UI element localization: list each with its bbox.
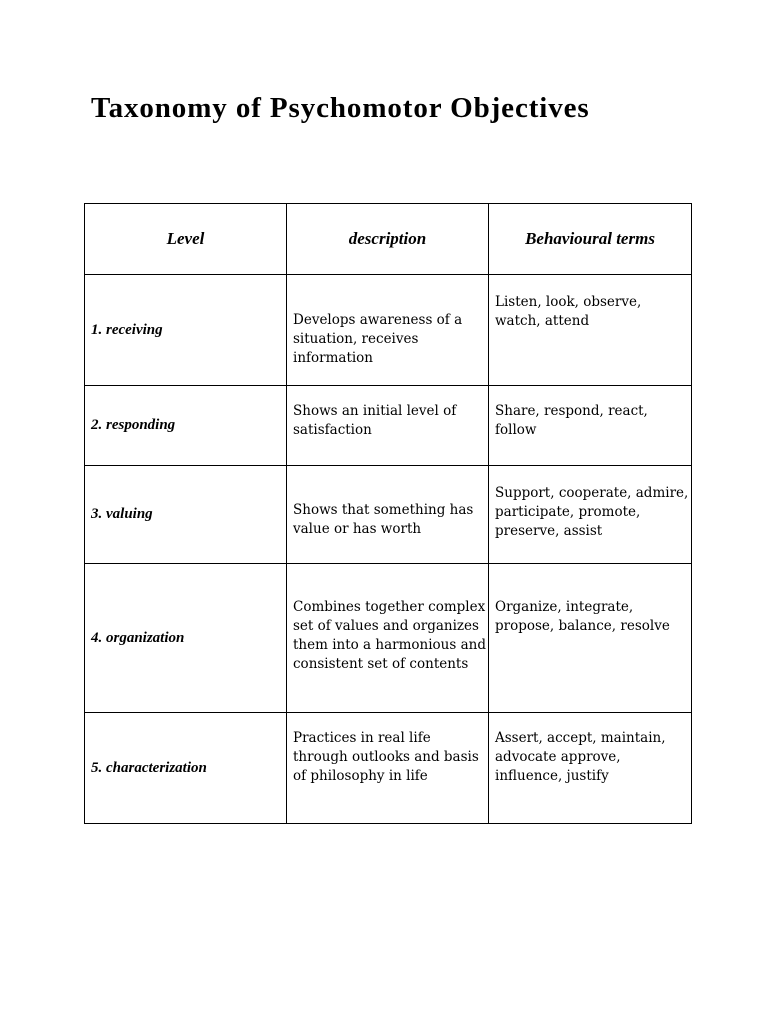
level-cell: 1. receiving bbox=[85, 275, 287, 386]
header-behavioural-terms: Behavioural terms bbox=[489, 204, 692, 275]
page-title: Taxonomy of Psychomotor Objectives bbox=[91, 92, 590, 124]
table-row bbox=[85, 275, 692, 386]
table-row bbox=[85, 713, 692, 824]
description-cell: Combines together complex set of values and organizes them into a harmonious and consistent set of contents bbox=[287, 564, 489, 713]
terms-cell: Organize, integrate, propose, balance, resolve bbox=[489, 564, 692, 713]
header-description: description bbox=[287, 204, 489, 275]
table-row bbox=[85, 466, 692, 564]
table-row bbox=[85, 564, 692, 713]
table-row bbox=[85, 386, 692, 466]
table-header-row bbox=[85, 204, 692, 275]
description-cell: Develops awareness of a situation, receives information bbox=[287, 275, 489, 386]
terms-cell: Listen, look, observe, watch, attend bbox=[489, 275, 692, 386]
terms-cell: Share, respond, react, follow bbox=[489, 386, 692, 466]
level-cell: 5. characterization bbox=[85, 713, 287, 824]
taxonomy-table bbox=[84, 203, 692, 824]
level-cell: 3. valuing bbox=[85, 466, 287, 564]
description-cell: Practices in real life through outlooks and basis of philosophy in life bbox=[287, 713, 489, 824]
level-cell: 4. organization bbox=[85, 564, 287, 713]
description-cell: Shows an initial level of satisfaction bbox=[287, 386, 489, 466]
terms-cell: Support, cooperate, admire, participate, promote, preserve, assist bbox=[489, 466, 692, 564]
level-cell: 2. responding bbox=[85, 386, 287, 466]
terms-cell: Assert, accept, maintain, advocate approve, influence, justify bbox=[489, 713, 692, 824]
header-level: Level bbox=[85, 204, 287, 275]
description-cell: Shows that something has value or has worth bbox=[287, 466, 489, 564]
